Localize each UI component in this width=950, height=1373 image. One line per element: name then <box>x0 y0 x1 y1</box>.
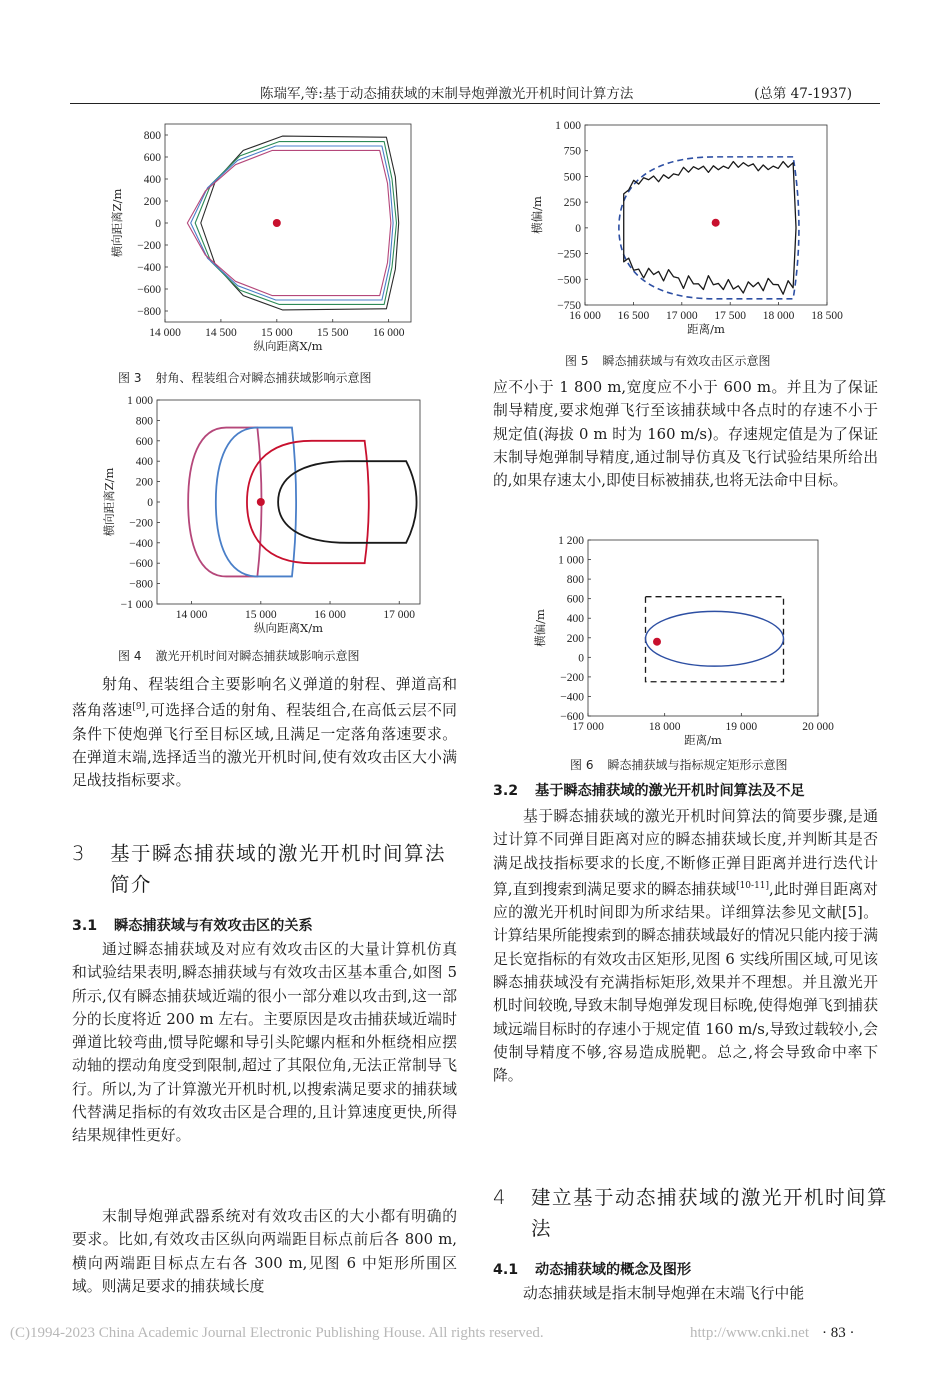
issue-page-info: (总第 47-1937) <box>754 86 852 102</box>
fig3-y-tick-label: −200 <box>137 240 161 252</box>
fig6-x-tick-label: 17 000 <box>572 721 604 733</box>
section-4-heading <box>493 1182 888 1244</box>
running-title: 陈瑞军,等:基于动态捕获域的末制导炮弹激光开机时间计算方法 <box>260 86 634 102</box>
section-4-number: 4 <box>493 1186 507 1209</box>
fig5-target-point <box>712 219 720 227</box>
fig6-x-axis-label: 距离/m <box>684 733 722 747</box>
fig4-series-t2 <box>216 428 296 577</box>
fig5-x-tick-label: 17 500 <box>714 310 747 322</box>
fig6-series-spec-rectangle <box>646 597 784 682</box>
citation-9: [9] <box>132 702 146 713</box>
fig3-x-tick-label: 16 000 <box>372 327 405 339</box>
fig4-y-tick-label: −600 <box>129 558 153 571</box>
fig3-y-tick-label: 200 <box>143 196 161 208</box>
copyright-notice: (C)1994-2023 China Academic Journal Electronic Publishing House. All rights reserved. <box>10 1325 544 1341</box>
fig3-x-tick-label: 15 000 <box>261 327 293 339</box>
paragraph-3-1-c: 应不小于 1 800 m,宽度应不小于 600 m。并且为了保证制导精度,要求炮弹飞行至该捕获域中各点时的存速不小于规定值(海拔 0 m 时为 160 m/s)。存速规定值是为了保证末制导炮弹制导精度,通过制导仿真及飞行试验结果所给出的,如果存速太小,即使目标被捕获,也将无法命中目标。 <box>493 379 878 490</box>
paragraph-3-2 <box>493 805 878 1087</box>
fig3-x-axis-label: 纵向距离X/m <box>253 339 323 353</box>
fig5-y-tick-label: 1 000 <box>555 120 581 132</box>
fig3-y-tick-label: 0 <box>155 218 161 230</box>
fig4-y-axis-label: 横向距离Z/m <box>102 467 116 537</box>
paragraph-3-2-rest: ,此时弹目距离对应的激光开机时间即为所求结果。详细算法参见文献[5]。计算结果所能搜索到的瞬态捕获域最好的情况只能内接于满足长宽指标的有效攻击区矩形,见图 6 实线所围区域,可见该瞬态捕获域没有充满指标矩形,效果并不理想。并且激光开机时间较晚,导致末制导炮弹发现目标晚,使得炮弹飞到捕获域远端目标时的存速小于规定值 160 m/s,导致过载较小,会使制导精度不够,容易造成脱靶。总之,将会导致命中率下降。 <box>493 880 878 1085</box>
subsection-3-2-number: 3.2 <box>493 783 519 799</box>
fig3-y-tick-label: −600 <box>137 284 161 296</box>
fig3-x-tick-label: 15 500 <box>316 327 349 339</box>
fig4-y-tick-label: −400 <box>129 537 153 550</box>
subsection-4-1-number: 4.1 <box>493 1262 519 1278</box>
fig4-plot-frame <box>157 400 420 604</box>
subsection-3-1-title: 瞬态捕获域与有效攻击区的关系 <box>114 918 313 934</box>
fig3-y-tick-label: 800 <box>143 130 161 142</box>
fig6-y-tick-label: −400 <box>560 691 584 704</box>
subsection-4-1-heading <box>493 1259 691 1279</box>
fig4-x-axis-label: 纵向距离X/m <box>254 621 323 635</box>
figure-5-caption <box>565 352 770 369</box>
fig5-y-tick-label: −750 <box>557 300 581 312</box>
citation-10-11: [10-11] <box>736 880 770 891</box>
paragraph-3-1-b: 末制导炮弹武器系统对有效攻击区的大小都有明确的要求。比如,有效攻击区纵向两端距目标点前后各 800 m,横向两端距目标点左右各 300 m,见图 6 中矩形所围区域。则满足要求的捕获域长度 <box>72 1208 457 1295</box>
header-rule <box>70 103 880 104</box>
fig4-x-tick-label: 16 000 <box>314 609 346 621</box>
figure-4-chart <box>95 392 425 640</box>
figure-5-caption-number: 图 5 <box>565 354 589 368</box>
fig5-y-tick-label: −500 <box>557 274 581 287</box>
fig4-y-tick-label: 200 <box>135 476 153 489</box>
fig4-x-tick-label: 14 000 <box>175 609 208 621</box>
fig5-plot-frame <box>585 125 827 305</box>
fig6-x-tick-label: 19 000 <box>725 721 758 733</box>
fig3-target-point <box>273 219 281 227</box>
fig5-y-tick-label: −250 <box>557 248 581 261</box>
fig6-x-tick-label: 18 000 <box>648 721 681 733</box>
fig6-target-point <box>653 638 661 646</box>
section-4-title: 建立基于动态捕获域的激光开机时间算法 <box>531 1186 889 1240</box>
fig5-x-tick-label: 16 500 <box>617 310 650 322</box>
figure-4-caption-text: 激光开机时间对瞬态捕获域影响示意图 <box>155 649 360 663</box>
subsection-3-2-title: 基于瞬态捕获域的激光开机时间算法及不足 <box>535 783 805 799</box>
fig5-y-tick-label: 500 <box>563 171 581 184</box>
fig6-y-tick-label: −200 <box>560 671 584 684</box>
figure-3-chart <box>95 118 415 360</box>
fig3-y-axis-label: 横向距离Z/m <box>110 188 124 258</box>
fig4-y-tick-label: −200 <box>129 517 153 530</box>
fig4-y-tick-label: 600 <box>135 435 153 448</box>
paragraph-4-1: 动态捕获域是指末制导炮弹在末端飞行中能 <box>523 1285 805 1302</box>
fig3-series-组合4 <box>187 150 391 295</box>
paragraph-intro-rest: ,可选择合适的射角、程装组合,在高低云层不同条件下使炮弹飞行至目标区域,且满足一定落角落速要求。在弹道末端,选择适当的激光开机时间,使有效攻击区大小满足战技指标要求。 <box>72 702 457 790</box>
fig4-y-tick-label: 1 000 <box>127 395 153 407</box>
figure-6-caption <box>570 756 787 773</box>
fig3-y-tick-label: −400 <box>137 262 161 274</box>
fig5-y-axis-label: 横偏/m <box>530 196 544 234</box>
fig4-y-tick-label: 800 <box>135 415 153 428</box>
fig3-series-组合1 <box>201 136 399 310</box>
fig4-y-tick-label: −800 <box>129 578 153 591</box>
fig6-y-tick-label: 400 <box>566 613 584 626</box>
fig6-y-axis-label: 横偏/m <box>533 609 547 647</box>
figure-4-caption-number: 图 4 <box>118 649 142 663</box>
fig5-series-transient-capture-domain <box>624 162 796 295</box>
fig6-x-tick-label: 20 000 <box>802 721 834 733</box>
page-number: · 83 · <box>822 1325 855 1341</box>
fig3-plot-frame <box>165 124 411 322</box>
fig4-x-tick-label: 17 000 <box>383 609 416 621</box>
paragraph-3-1-a: 通过瞬态捕获域及对应有效攻击区的大量计算机仿真和试验结果表明,瞬态捕获域与有效攻击区基本重合,如图 5 所示,仅有瞬态捕获域近端的很小一部分难以攻击到,这一部分的长度将近 200 m 左右。主要原因是攻击捕获域近端时弹道比较弯曲,惯导陀螺和导引头陀螺内框和外框绕相应摆动轴的摆动角度受到限制,超过了其限位角,无法正常制导飞行。所以,为了计算激光开机时机,以搜索满足要求的捕获域代替满足指标的有效攻击区是合理的,且计算速度更快,所得结果规律性更好。 <box>72 941 457 1145</box>
subsection-3-1-number: 3.1 <box>72 918 98 934</box>
fig6-y-tick-label: 200 <box>566 632 584 645</box>
fig5-x-tick-label: 18 500 <box>811 310 843 322</box>
paragraph-intro-text: 射角、程装组合主要影响名义弹道的射程、弹道高和落角落速 <box>72 676 457 720</box>
cnki-url: http://www.cnki.net <box>690 1325 810 1341</box>
fig4-series-t3 <box>247 441 369 563</box>
fig3-x-tick-label: 14 000 <box>149 327 181 339</box>
subsection-3-1-heading <box>72 915 313 935</box>
subsection-3-2-heading <box>493 780 805 800</box>
fig5-y-tick-label: 750 <box>563 145 581 158</box>
fig5-x-tick-label: 16 000 <box>569 310 601 322</box>
fig3-y-tick-label: 600 <box>143 152 161 164</box>
subsection-4-1-title: 动态捕获域的概念及图形 <box>535 1262 692 1278</box>
fig5-x-tick-label: 17 000 <box>665 310 698 322</box>
fig5-x-axis-label: 距离/m <box>687 322 725 336</box>
figure-3-caption-number: 图 3 <box>118 371 142 385</box>
fig4-y-tick-label: 400 <box>135 456 153 469</box>
fig6-y-tick-label: 0 <box>578 652 584 665</box>
fig6-y-tick-label: 1 200 <box>558 535 584 547</box>
figure-5-caption-text: 瞬态捕获域与有效攻击区示意图 <box>602 354 771 368</box>
fig6-y-tick-label: 600 <box>566 593 584 606</box>
fig6-y-tick-label: 1 000 <box>558 554 584 567</box>
fig6-y-tick-label: 800 <box>566 574 584 587</box>
figure-3-caption-text: 射角、程装组合对瞬态捕获域影响示意图 <box>155 371 372 385</box>
figure-6-chart <box>530 530 850 750</box>
fig3-series-组合3 <box>191 146 393 300</box>
fig3-y-tick-label: −800 <box>137 306 161 318</box>
fig4-series-t4 <box>278 461 416 543</box>
figure-6-caption-text: 瞬态捕获域与指标规定矩形示意图 <box>607 758 788 772</box>
fig4-x-tick-label: 15 000 <box>245 609 277 621</box>
figure-3-caption <box>118 369 371 386</box>
figure-4-caption <box>118 647 359 664</box>
fig3-y-tick-label: 400 <box>143 174 161 186</box>
paragraph-3-2-text: 基于瞬态捕获域的激光开机时间算法的简要步骤,是通过计算不同弹目距离对应的瞬态捕获域长度,并判断其是否满足战技指标要求的长度,不断修正弹目距离并进行迭代计算,直到搜索到满足要求的瞬态捕获域 <box>493 808 878 898</box>
fig6-series-transient-capture-domain <box>646 611 784 666</box>
section-3-title: 基于瞬态捕获域的激光开机时间算法简介 <box>110 842 447 896</box>
running-header <box>70 82 880 104</box>
fig3-x-tick-label: 14 500 <box>205 327 237 339</box>
fig5-x-tick-label: 18 000 <box>762 310 795 322</box>
section-3-number: 3 <box>72 842 86 865</box>
fig6-y-tick-label: −600 <box>560 711 584 723</box>
fig5-y-tick-label: 250 <box>563 197 581 210</box>
fig4-y-tick-label: −1 000 <box>120 599 153 611</box>
fig4-y-tick-label: 0 <box>147 497 153 509</box>
figure-5-chart <box>530 115 850 340</box>
fig6-plot-frame <box>588 540 818 716</box>
section-3-heading <box>72 838 462 900</box>
fig3-series-组合2 <box>195 142 396 305</box>
fig5-y-tick-label: 0 <box>575 222 581 235</box>
paragraph-intro <box>72 673 457 792</box>
fig4-target-point <box>257 498 265 506</box>
figure-6-caption-number: 图 6 <box>570 758 594 772</box>
